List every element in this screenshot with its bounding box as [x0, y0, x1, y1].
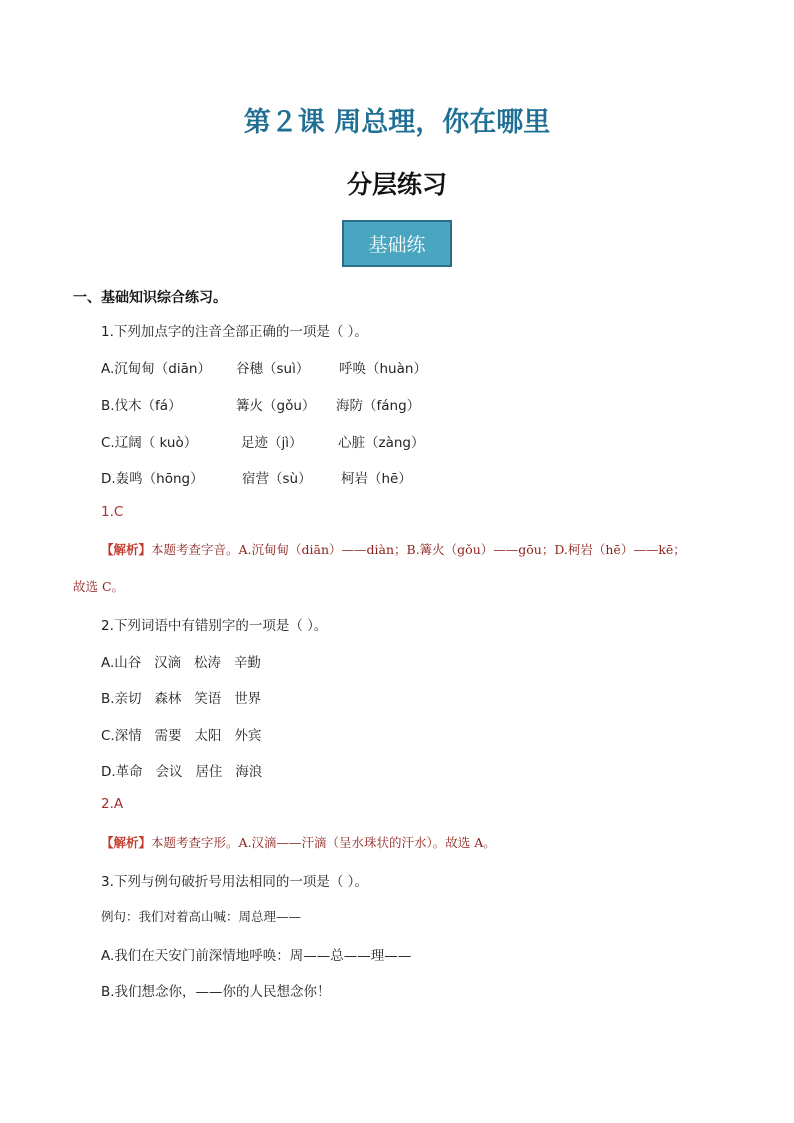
q3-example: 例句：我们对着高山喊：周总理——: [101, 909, 302, 924]
q2-option-d: [101, 760, 262, 780]
q3-option-a: A.我们在天安门前深情地呼唤：周——总——理——: [101, 948, 412, 964]
q2-d-word: 会议: [155, 764, 183, 780]
q2-b-word: 笑语: [194, 691, 222, 707]
q1-analysis-cont: 故选 C。: [73, 579, 125, 594]
q2-a-word: 辛勤: [233, 655, 261, 671]
q2-a-word: A.山谷: [101, 655, 142, 671]
q3-option-b: B.我们想念你，——你的人民想念你！: [101, 984, 331, 1000]
q1-option-a-2: 谷穗（suì）: [236, 361, 310, 377]
q1-option-c-3: 心脏（zàng）: [338, 435, 425, 451]
q1-option-d-3: 柯岩（hē）: [341, 471, 412, 487]
q2-b-word: 世界: [234, 691, 262, 707]
q1-answer: 1.C: [101, 504, 124, 520]
q2-c-word: C.深情: [101, 728, 142, 744]
q1-analysis-tag: 【解析】: [101, 542, 152, 557]
q2-c-word: 需要: [154, 728, 182, 744]
q1-option-b-1: B.伐木（fá）: [101, 398, 182, 414]
q2-analysis-tag: 【解析】: [101, 835, 152, 850]
section-heading: 一、基础知识综合练习。: [73, 290, 227, 306]
q2-d-word: 居住: [195, 764, 223, 780]
q2-option-a: [101, 651, 261, 671]
q2-d-word: 海浪: [235, 764, 263, 780]
q2-analysis-text: 本题考查字形。A.汉滴——汗滴（呈水珠状的汗水）。故选 A。: [151, 835, 496, 850]
q1-option-d-1: D.轰鸣（hōng）: [101, 471, 204, 487]
q1-analysis-text: 本题考查字音。A.沉甸甸（diān）——diàn；B.篝火（gǒu）——gōu；D.柯岩（hē）——kē；: [151, 542, 686, 557]
q2-b-word: 森林: [154, 691, 182, 707]
q2-d-word: D.革命: [101, 764, 143, 780]
q2-option-c: [101, 724, 261, 744]
q1-analysis: [101, 540, 686, 558]
q1-option-b-3: 海防（fáng）: [336, 398, 421, 414]
question-3-stem: 3.下列与例句破折号用法相同的一项是（ ）。: [101, 874, 368, 890]
question-2-stem: 2.下列词语中有错别字的一项是（ ）。: [101, 618, 328, 634]
q2-answer: 2.A: [101, 796, 124, 812]
q2-option-b: [101, 687, 261, 707]
q1-option-d-2: 宿营（sù）: [242, 471, 312, 487]
q1-option-a-1: A.沉甸甸（diān）: [101, 361, 211, 377]
q2-a-word: 汉滴: [154, 655, 182, 671]
level-badge: 基础练: [342, 220, 452, 267]
q1-option-a-3: 呼唤（huàn）: [339, 361, 427, 377]
question-1-stem: 1.下列加点字的注音全部正确的一项是（ ）。: [101, 324, 368, 340]
page-subtitle: 分层练习: [346, 170, 447, 199]
q2-c-word: 外宾: [234, 728, 262, 744]
q2-c-word: 太阳: [194, 728, 222, 744]
page-title: 第２课 周总理，你在哪里: [243, 107, 551, 138]
q2-b-word: B.亲切: [101, 691, 142, 707]
q1-option-c-1: C.辽阔（ kuò）: [101, 435, 198, 451]
q1-option-c-2: 足迹（jì）: [241, 435, 303, 451]
q2-a-word: 松涛: [194, 655, 222, 671]
q1-option-b-2: 篝火（gǒu）: [236, 398, 316, 414]
q2-analysis: [101, 833, 496, 851]
